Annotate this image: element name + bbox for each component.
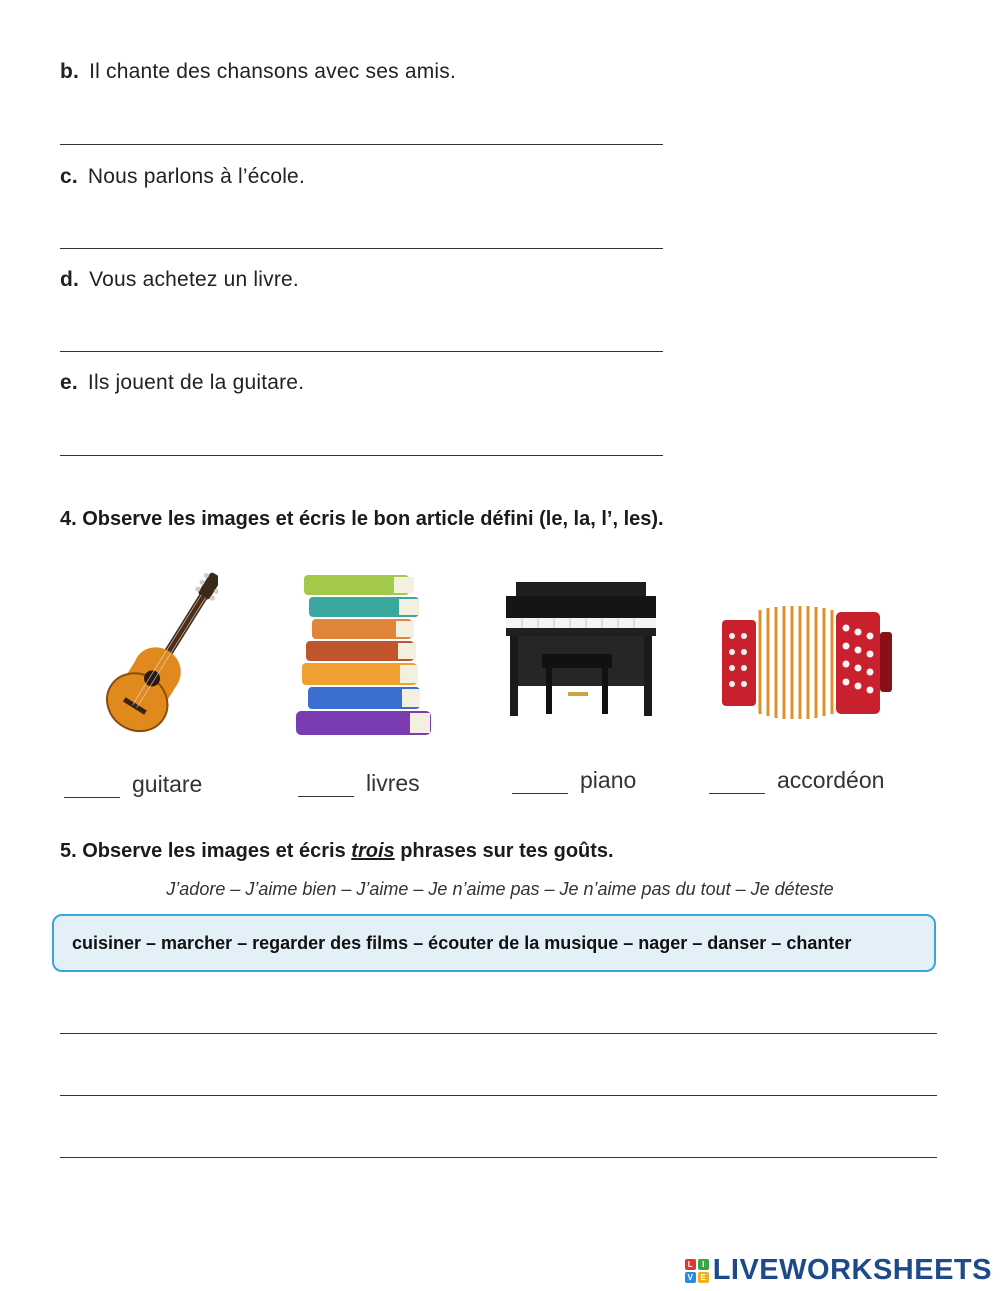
answer-line-d[interactable] (60, 331, 663, 352)
guitar-icon (98, 558, 218, 743)
sentence-b: b. Il chante des chansons avec ses amis. (60, 60, 456, 83)
sentence-e: e. Ils jouent de la guitare. (60, 371, 305, 394)
article-blank-accordeon[interactable] (709, 775, 765, 794)
liveworksheets-logo: L I V E LIVEWORKSHEETS (685, 1254, 992, 1287)
answer-line-e[interactable] (60, 435, 663, 456)
exercise-5-title: 5. Observe les images et écris trois phrases sur tes goûts. (60, 840, 614, 862)
books-label: livres (298, 770, 420, 797)
expressions-list: J’adore – J’aime bien – J’aime – Je n’aime pas – Je n’aime pas du tout – Je déteste (166, 879, 834, 899)
piano-label: piano (512, 767, 636, 794)
accordion-icon (718, 602, 898, 724)
sentence-d: d. Vous achetez un livre. (60, 268, 299, 291)
article-blank-piano[interactable] (512, 775, 568, 794)
article-blank-guitare[interactable] (64, 779, 120, 798)
exercise-4-title: 4. Observe les images et écris le bon article défini (le, la, l’, les). (60, 508, 664, 530)
answer-line-b[interactable] (60, 124, 663, 145)
answer-line-c[interactable] (60, 228, 663, 249)
books-icon (294, 573, 434, 738)
article-blank-livres[interactable] (298, 778, 354, 797)
answer-line-2[interactable] (60, 1075, 937, 1096)
verb-list: cuisiner – marcher – regarder des films – écouter de la musique – nager – danser – chanter (72, 933, 852, 953)
answer-line-3[interactable] (60, 1137, 937, 1158)
accordion-label: accordéon (709, 767, 884, 794)
guitar-label: guitare (64, 771, 202, 798)
verb-box (52, 914, 936, 972)
logo-squares-icon: L I V E (685, 1259, 709, 1283)
piano-icon (502, 580, 660, 720)
sentence-c: c. Nous parlons à l’école. (60, 165, 305, 188)
answer-line-1[interactable] (60, 1013, 937, 1034)
